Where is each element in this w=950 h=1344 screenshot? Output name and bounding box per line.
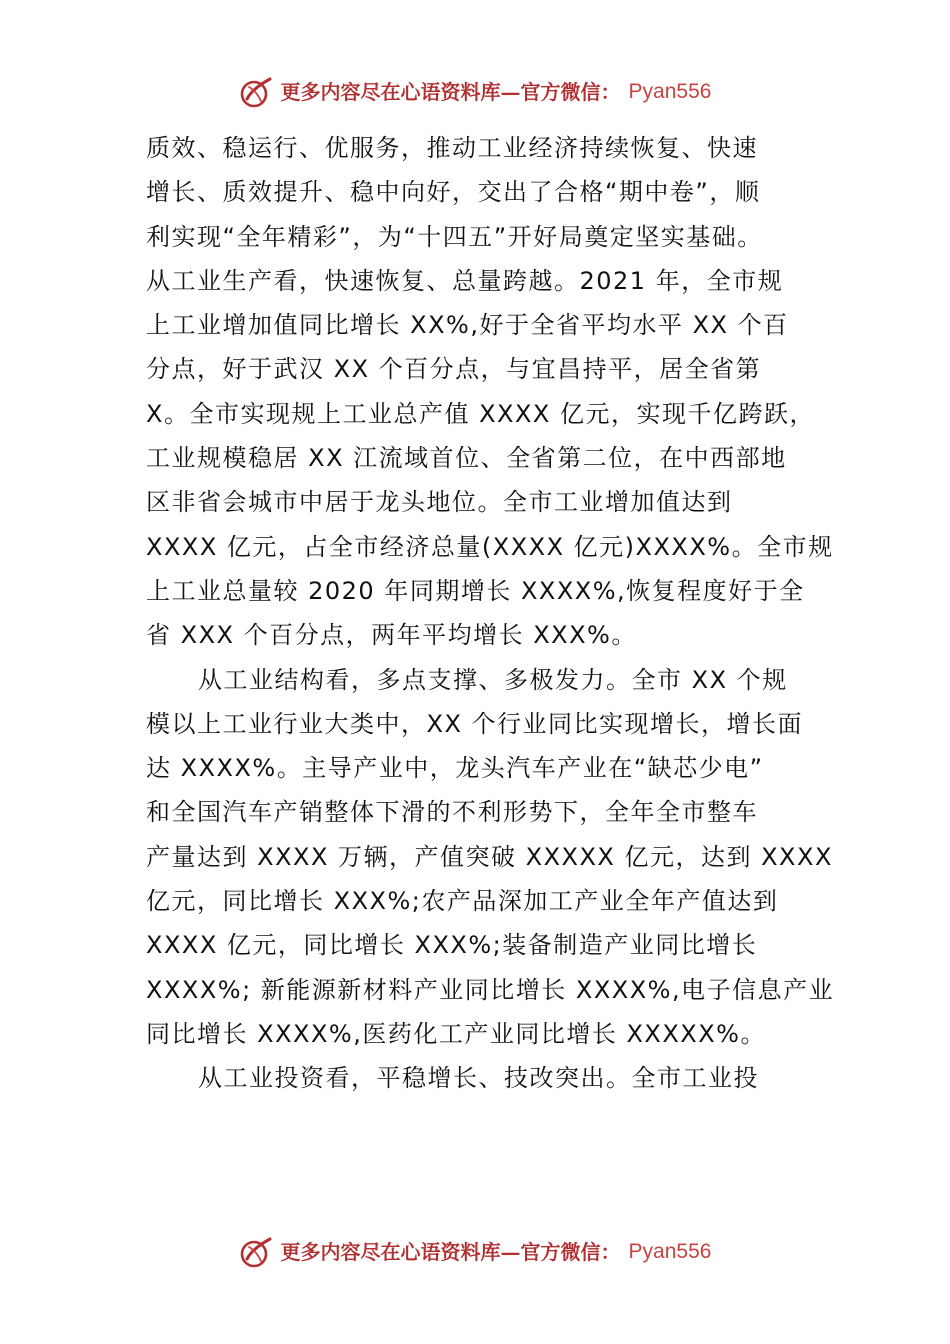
header-banner-text: 更多内容尽在心语资料库—官方微信： bbox=[280, 80, 621, 104]
body-line: 上工业总量较 2020 年同期增长 XXXX%,恢复程度好于全 bbox=[146, 576, 805, 605]
body-line: 从工业投资看，平稳增长、技改突出。全市工业投 bbox=[198, 1064, 759, 1093]
body-line: 和全国汽车产销整体下滑的不利形势下，全年全市整车 bbox=[146, 798, 758, 827]
body-line: XXXX 亿元，同比增长 XXX%;装备制造产业同比增长 bbox=[146, 931, 758, 960]
body-line: XXXX%; 新能源新材料产业同比增长 XXXX%,电子信息产业 bbox=[146, 975, 835, 1004]
body-line: 上工业增加值同比增长 XX%,好于全省平均水平 XX 个百 bbox=[146, 311, 789, 340]
body-line: 利实现“全年精彩”，为“十四五”开好局奠定坚实基础。 bbox=[146, 222, 763, 251]
header-wechat-id: Pyan556 bbox=[628, 80, 712, 103]
body-line: 增长、质效提升、稳中向好，交出了合格“期中卷”，顺 bbox=[146, 178, 761, 207]
body-line: 从工业生产看，快速恢复、总量跨越。2021 年，全市规 bbox=[146, 266, 784, 295]
document-body bbox=[146, 126, 835, 1101]
body-line: X。全市实现规上工业总产值 XXXX 亿元，实现千亿跨跃， bbox=[146, 399, 815, 428]
brush-logo-icon bbox=[239, 1235, 273, 1269]
body-line: 达 XXXX%。主导产业中，龙头汽车产业在“缺芯少电” bbox=[146, 754, 764, 783]
footer-wechat-id: Pyan556 bbox=[628, 1240, 712, 1263]
body-line: 产量达到 XXXX 万辆，产值突破 XXXXX 亿元，达到 XXXX bbox=[146, 842, 833, 871]
body-line: 从工业结构看，多点支撑、多极发力。全市 XX 个规 bbox=[198, 665, 788, 694]
body-line: 质效、稳运行、优服务，推动工业经济持续恢复、快速 bbox=[146, 134, 758, 162]
body-line: 模以上工业行业大类中，XX 个行业同比实现增长，增长面 bbox=[146, 709, 804, 738]
body-line: 分点，好于武汉 XX 个百分点，与宜昌持平，居全省第 bbox=[146, 355, 762, 384]
brush-logo-icon bbox=[239, 75, 273, 109]
body-line: 区非省会城市中居于龙头地位。全市工业增加值达到 bbox=[146, 488, 733, 517]
body-line: 工业规模稳居 XX 江流域首位、全省第二位，在中西部地 bbox=[146, 444, 787, 473]
body-line: 亿元，同比增长 XXX%;农产品深加工产业全年产值达到 bbox=[146, 887, 779, 916]
footer-banner bbox=[0, 1234, 950, 1270]
footer-banner-text: 更多内容尽在心语资料库—官方微信： bbox=[280, 1240, 621, 1264]
body-line: 同比增长 XXXX%,医药化工产业同比增长 XXXXX%。 bbox=[146, 1019, 766, 1048]
body-line: 省 XXX 个百分点，两年平均增长 XXX%。 bbox=[146, 621, 637, 650]
body-line: XXXX 亿元，占全市经济总量(XXXX 亿元)XXXX%。全市规 bbox=[146, 532, 834, 561]
header-banner bbox=[0, 74, 950, 110]
